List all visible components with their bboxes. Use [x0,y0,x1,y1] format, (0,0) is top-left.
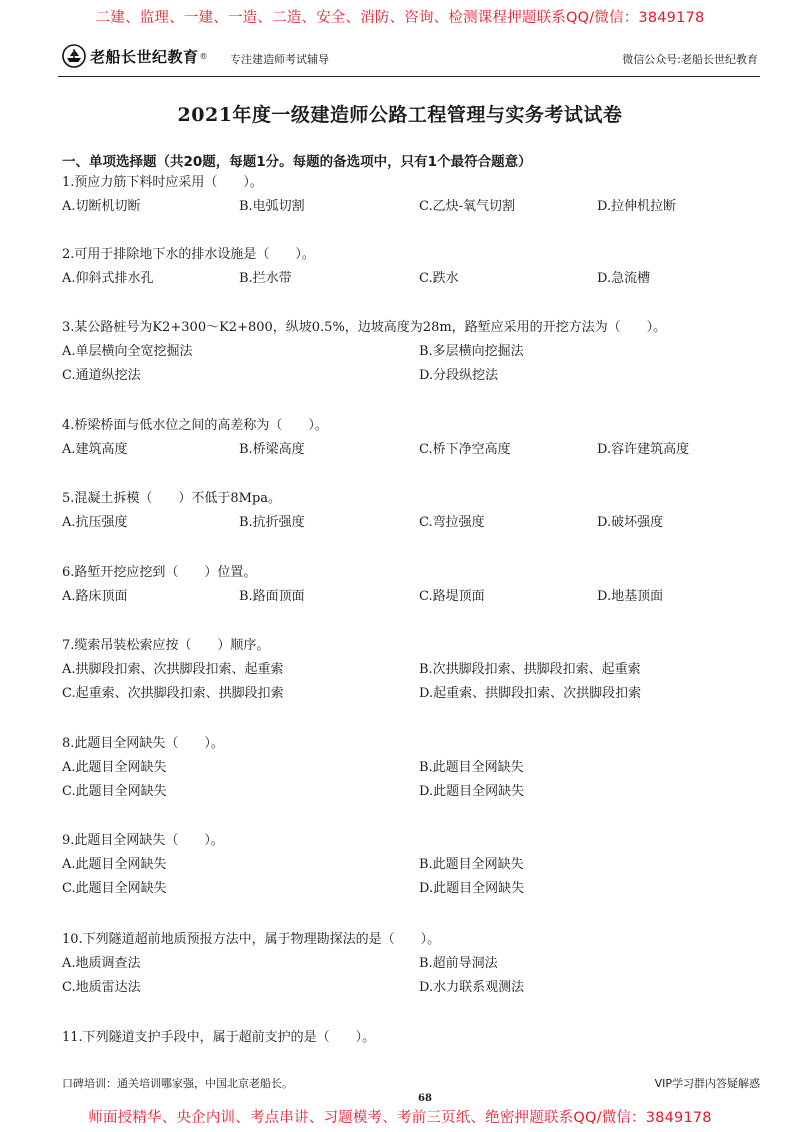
page-number: 68 [418,1093,432,1104]
question-2 [62,245,762,293]
question-10 [62,930,762,1002]
option-a: A.地质调查法 [62,956,141,971]
bottom-contact-banner: 师面授精华、央企内训、考点串讲、习题模考、考前三页纸、绝密押题联系QQ/微信：3849178 [88,1110,712,1126]
option-a: A.此题目全网缺失 [62,857,167,872]
option-b: B.超前导洞法 [419,956,498,971]
ship-logo-icon [62,44,86,68]
option-a: A.路床顶面 [62,589,128,604]
option-a: A.拱脚段扣索、次拱脚段扣索、起重索 [62,662,284,677]
question-stem: 3.某公路桩号为K2+300～K2+800，纵坡0.5%，边坡高度为28m，路堑应采用的开挖方法为（ ）。 [62,320,667,335]
question-6 [62,563,762,611]
question-stem: 5.混凝土拆模（ ）不低于8Mpa。 [62,491,282,506]
option-a: A.抗压强度 [62,515,128,530]
option-c: C.弯拉强度 [419,515,485,530]
option-b: B.次拱脚段扣索、拱脚段扣索、起重索 [419,662,641,677]
footer-slogan: 口碑培训：通关培训哪家强，中国北京老船长。 [62,1077,293,1090]
question-stem: 1.预应力筋下料时应采用（ ）。 [62,175,263,190]
registered-mark: ® [199,51,208,61]
question-11 [62,1028,762,1052]
option-a: A.单层横向全宽挖掘法 [62,344,193,359]
question-stem: 8.此题目全网缺失（ ）。 [62,736,224,751]
option-c: C.乙炔-氧气切割 [419,199,516,214]
page-header [62,44,758,74]
option-c: C.地质雷达法 [62,980,141,995]
option-d: D.破坏强度 [597,515,664,530]
option-d: D.容许建筑高度 [597,442,690,457]
option-c: C.通道纵挖法 [62,368,141,383]
header-divider [58,76,760,77]
header-wechat: 微信公众号:老船长世纪教育 [622,53,758,66]
question-5 [62,489,762,537]
option-c: C.起重索、次拱脚段扣索、拱脚段扣索 [62,686,284,701]
option-d: D.急流槽 [597,271,651,286]
question-stem: 11.下列隧道支护手段中，属于超前支护的是（ ）。 [62,1030,376,1045]
header-tagline: 专注建造师考试辅导 [230,53,329,66]
question-7 [62,636,762,708]
option-c: C.此题目全网缺失 [62,784,167,799]
option-b: B.此题目全网缺失 [419,857,524,872]
option-b: B.此题目全网缺失 [419,760,524,775]
option-d: D.起重索、拱脚段扣索、次拱脚段扣索 [419,686,642,701]
question-stem: 10.下列隧道超前地质预报方法中，属于物理勘探法的是（ ）。 [62,932,441,947]
option-b: B.路面顶面 [239,589,305,604]
option-c: C.路堤顶面 [419,589,485,604]
option-c: C.跌水 [419,271,459,286]
option-b: B.抗折强度 [239,515,305,530]
question-stem: 9.此题目全网缺失（ ）。 [62,833,224,848]
question-stem: 7.缆索吊装松索应按（ ）顺序。 [62,638,270,653]
footer-vip: VIP学习群内答疑解惑 [654,1077,760,1090]
question-3 [62,318,762,390]
exam-title: 2021年度一级建造师公路工程管理与实务考试试卷 [177,104,623,126]
top-contact-banner: 二建、监理、一建、一造、二造、安全、消防、咨询、检测课程押题联系QQ/微信：3849178 [95,10,705,26]
option-b: B.拦水带 [239,271,292,286]
question-stem: 2.可用于排除地下水的排水设施是（ ）。 [62,247,315,262]
question-4 [62,416,762,464]
option-c: C.此题目全网缺失 [62,881,167,896]
question-9 [62,831,762,903]
option-d: D.拉伸机拉断 [597,199,677,214]
option-d: D.此题目全网缺失 [419,881,525,896]
option-c: C.桥下净空高度 [419,442,511,457]
option-d: D.水力联系观测法 [419,980,525,995]
question-stem: 4.桥梁桥面与低水位之间的高差称为（ ）。 [62,418,328,433]
option-a: A.仰斜式排水孔 [62,271,154,286]
option-d: D.分段纵挖法 [419,368,499,383]
option-a: A.切断机切断 [62,199,141,214]
option-b: B.电弧切割 [239,199,305,214]
option-b: B.多层横向挖掘法 [419,344,524,359]
question-8 [62,734,762,806]
question-1 [62,173,762,221]
option-b: B.桥梁高度 [239,442,305,457]
option-d: D.此题目全网缺失 [419,784,525,799]
question-stem: 6.路堑开挖应挖到（ ）位置。 [62,565,257,580]
option-a: A.此题目全网缺失 [62,760,167,775]
logo-text: 老船长世纪教育 [90,47,199,66]
option-a: A.建筑高度 [62,442,128,457]
option-d: D.地基顶面 [597,589,664,604]
section-heading: 一、单项选择题（共20题，每题1分。每题的备选项中，只有1个最符合题意） [62,154,532,170]
brand-logo [62,44,208,68]
